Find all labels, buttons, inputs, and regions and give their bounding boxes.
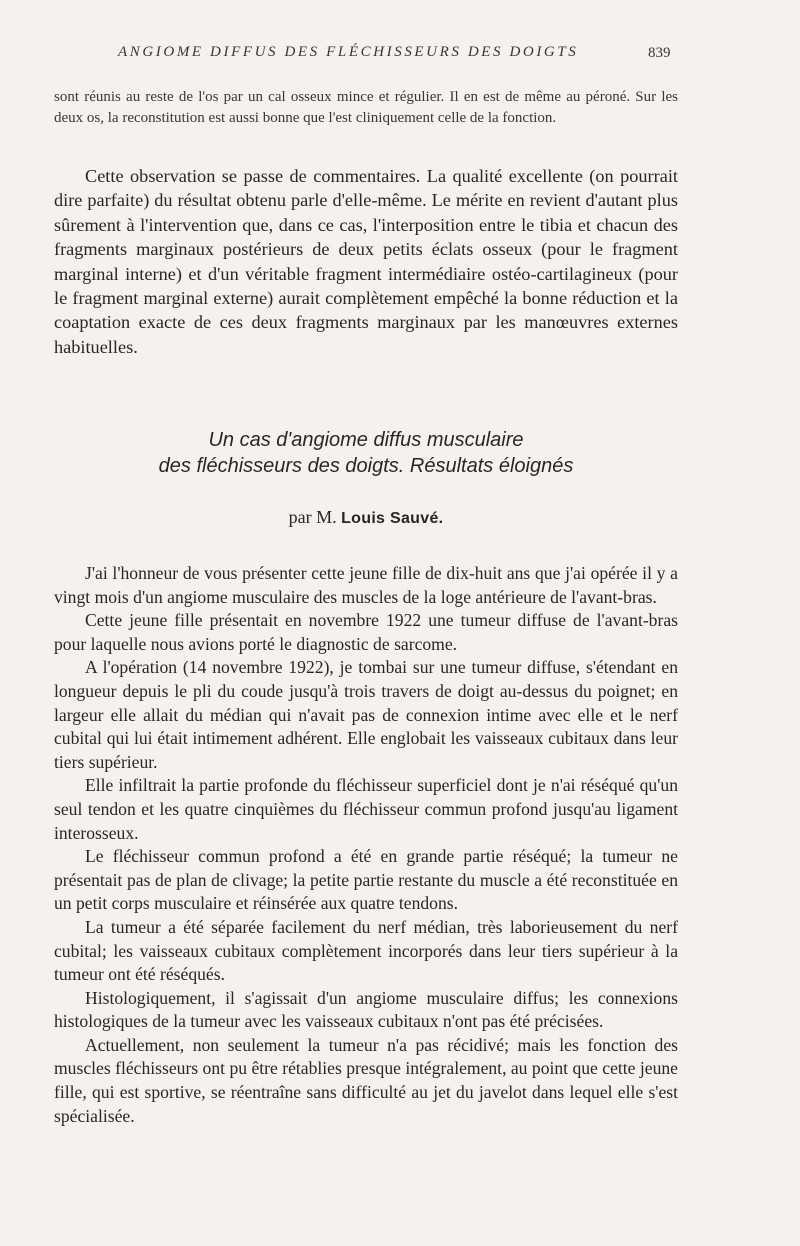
body-paragraph: Actuellement, non seulement la tumeur n'a pas récidivé; mais les fonction des muscles fléchisseurs ont pu être rétablies presque intégralement, au point que cette jeune fille, qui est sportive, se réentraîne sans difficulté au jet du javelot dans lequel elle s'est spécialisée. [54, 1034, 678, 1126]
body-paragraph: Elle infiltrait la partie profonde du fléchisseur superficiel dont je n'ai réséqué qu'un seul tendon et les quatre cinquièmes du fléchisseur commun profond jusqu'au ligament interosseux. [54, 775, 678, 843]
author-name: Louis Sauvé. [341, 510, 444, 527]
commentary-paragraph: Cette observation se passe de commentaires. La qualité excellente (on pourrait dire parfaite) du résultat obtenu parle d'elle-même. Le mérite en revient d'autant plus sûrement à l'intervention que, dans ce cas, l'interposition entre le tibia et chacun des fragments marginaux postérieurs de deux petits éclats osseux (pour le fragment marginal interne) et d'un véritable fragment intermédiaire ostéo-cartilagineux (pour le fragment marginal externe) aurait complètement empêché la bonne réduction et la coaptation exacte de ces deux fragments marginaux par les manœuvres externes habituelles. [54, 166, 678, 357]
article-body [54, 562, 678, 1128]
page-number: 839 [648, 45, 671, 61]
body-paragraph: Histologiquement, il s'agissait d'un angiome musculaire diffus; les connexions histologiques de la tumeur avec les vaisseaux cubitaux n'ont pas été précisées. [54, 987, 678, 1032]
body-paragraph: La tumeur a été séparée facilement du nerf médian, très laborieusement du nerf cubital; les vaisseaux cubitaux complètement incorporés dans leur tiers supérieur à la tumeur ont été réséqués. [54, 916, 678, 985]
article-title-line-1: Un cas d'angiome diffus musculaire [208, 429, 524, 451]
body-paragraph: J'ai l'honneur de vous présenter cette jeune fille de dix-huit ans que j'ai opérée il y a vingt mois d'un angiome musculaire des muscles de la loge antérieure de l'avant-bras. [54, 563, 678, 607]
article-title [54, 427, 678, 479]
body-paragraph: Cette jeune fille présentait en novembre 1922 une tumeur diffuse de l'avant-bras pour laquelle nous avions porté le diagnostic de sarcome. [54, 610, 678, 654]
article-byline [54, 507, 678, 528]
body-paragraph: A l'opération (14 novembre 1922), je tombai sur une tumeur diffuse, s'étendant en longueur depuis le pli du coude jusqu'à trois travers de doigt au-dessus du poignet; en largeur elle allait du médian qui n'avait pas de connexion intime avec elle et le nerf cubital qui lui était intimement adhérent. Elle englobait les vaisseaux cubitaux dans leur tiers supérieur. [54, 657, 678, 772]
article-title-line-2: des fléchisseurs des doigts. Résultats éloignés [158, 455, 574, 477]
previous-case-commentary [54, 164, 678, 359]
body-paragraph: Le fléchisseur commun profond a été en grande partie réséqué; la tumeur ne présentait pas de plan de clivage; la petite partie restante du muscle a été reconstituée en un petit corps musculaire et réinsérée aux quatre tendons. [54, 846, 678, 914]
previous-case-note [54, 87, 678, 129]
byline-prefix: par M. [288, 507, 337, 527]
running-title: ANGIOME DIFFUS DES FLÉCHISSEURS DES DOIGTS [118, 44, 579, 60]
note-paragraph: sont réunis au reste de l'os par un cal osseux mince et régulier. Il en est de même au péroné. Sur les deux os, la reconstitution est aussi bonne que l'est cliniquement celle de la fonction. [54, 89, 678, 126]
